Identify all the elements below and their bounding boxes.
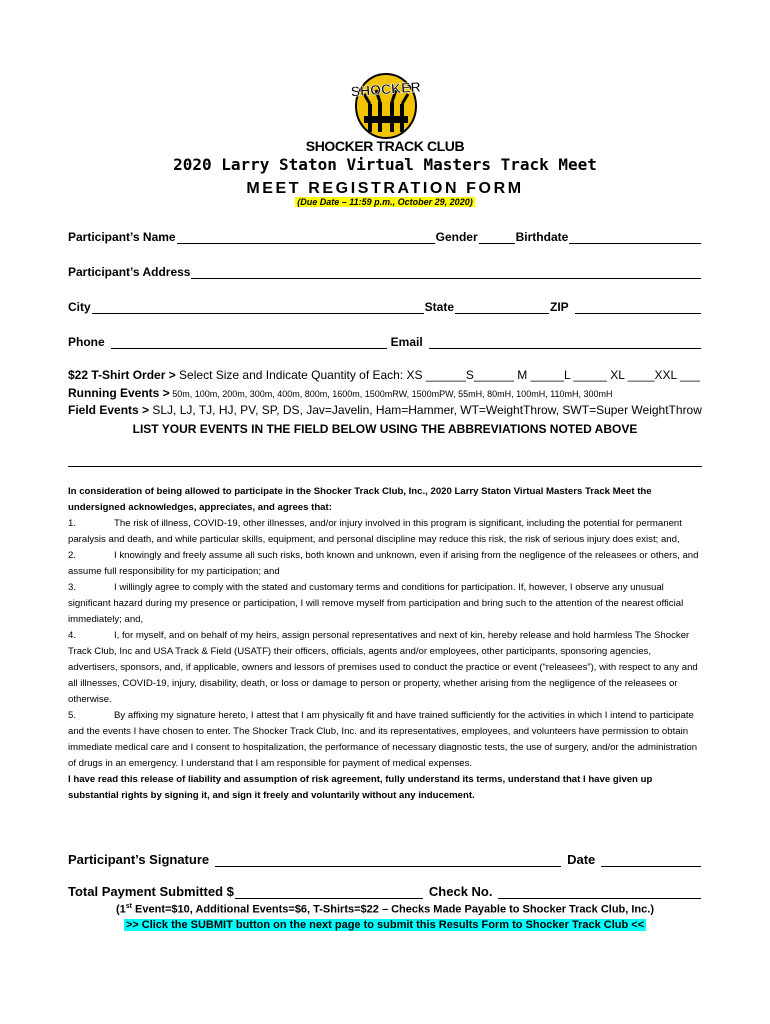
running-label: Running Events >: [68, 386, 170, 400]
name-row: [68, 228, 702, 244]
waiver-closing: I have read this release of liability and assumption of risk agreement, fully understand its terms, understand that I have given up substantial rights by signing it, and sign it freely and voluntarily without any inducement.: [68, 774, 653, 801]
check-label: Check No.: [428, 884, 493, 899]
state-field[interactable]: [455, 301, 549, 314]
tshirt-order: [68, 368, 700, 382]
signature-label: Participant’s Signature: [68, 852, 210, 867]
waiver-item: 1. The risk of illness, COVID-19, other illnesses, and/or injury involved in this program is significant, including the potential for permanent paralysis and death, and while particular skills, equipment, and personal discipline may reduce this risk, the risk of serious injury does exist; and,: [68, 518, 682, 545]
phone-label: Phone: [68, 335, 105, 349]
phone-row: [68, 333, 702, 349]
name-label: Participant’s Name: [68, 230, 176, 244]
email-field[interactable]: [429, 336, 701, 349]
payment-label: Total Payment Submitted $: [68, 884, 234, 899]
waiver-item: 3. I willingly agree to comply with the stated and customary terms and conditions for participation. If, however, I observe any unusual significant hazard during my presence or participation, I will remove myself from participation and bring such to the attention of the nearest official immediately; and,: [68, 582, 684, 625]
state-label: State: [424, 300, 455, 314]
meet-name: 2020 Larry Staton Virtual Masters Track Meet: [173, 155, 597, 174]
zip-field[interactable]: [575, 301, 701, 314]
submit-note: >> Click the SUBMIT button on the next page to submit this Results Form to Shocker Track Club <<: [125, 919, 645, 931]
date-field[interactable]: [601, 854, 701, 867]
events-field[interactable]: [68, 466, 702, 467]
waiver-text: [68, 484, 702, 804]
waiver-item: 2. I knowingly and freely assume all such risks, both known and unknown, even if arising from the negligence of the releasees or others, and assume full responsibility for my participation; and: [68, 550, 699, 577]
city-field[interactable]: [92, 301, 424, 314]
birthdate-field[interactable]: [569, 231, 701, 244]
running-text: 50m, 100m, 200m, 300m, 400m, 800m, 1600m, 1500mRW, 1500mPW, 55mH, 80mH, 100mH, 110mH, 300mH: [169, 389, 613, 399]
address-row: [68, 263, 702, 279]
email-label: Email: [390, 335, 423, 349]
tshirt-text: Select Size and Indicate Quantity of Each: XS ______S______ M _____L _____ XL ____XXL ___: [175, 368, 701, 382]
gender-label: Gender: [435, 230, 478, 244]
address-field[interactable]: [191, 266, 701, 279]
field-text: SLJ, LJ, TJ, HJ, PV, SP, DS, Jav=Javelin, Ham=Hammer, WT=WeightThrow, SWT=Super WeightThrow: [149, 403, 702, 417]
date-label: Date: [567, 852, 596, 867]
signature-row: [68, 849, 702, 867]
form-title: MEET REGISTRATION FORM: [246, 180, 524, 197]
waiver-item: 5. By affixing my signature hereto, I attest that I am physically fit and have trained sufficiently for the activities in which I intend to participate and the events I have chosen to enter. The Shocker Track Club, Inc. and its representatives, employees, and volunteers have permission to obtain immediate medical care and I consent to hospitalization, the performance of necessary diagnostic tests, the use of surgery, and/or the administration of drugs in an emergency. I understand that I am responsible for payment of medical expenses.: [68, 710, 698, 769]
city-row: [68, 298, 702, 314]
field-label: Field Events >: [68, 403, 150, 417]
address-label: Participant’s Address: [68, 265, 191, 279]
waiver-item: 4. I, for myself, and on behalf of my heirs, assign personal representatives and next of kin, hereby release and hold harmless The Shocker Track Club, Inc and USA Track & Field (USATF) their officers, officials, agents and/or employees, other participants, sponsoring agencies, advertisers, sponsors, and, if applicable, owners and lessors of premises used to conduct the practice or event (“releasees”), with respect to any and all illnesses, COVID-19, injury, disability, death, or loss or damage to person or property, whether arising from the negligence of the releasees or otherwise.: [68, 630, 698, 705]
payment-row: [68, 881, 702, 899]
city-label: City: [68, 300, 91, 314]
due-date: (Due Date – 11:59 p.m., October 29, 2020): [297, 197, 473, 207]
tshirt-label: $22 T-Shirt Order >: [68, 368, 176, 382]
field-events: [68, 403, 702, 417]
logo-wordmark: SHOCKER: [350, 78, 422, 100]
zip-label: ZIP: [550, 300, 569, 314]
birthdate-label: Birthdate: [515, 230, 569, 244]
phone-field[interactable]: [111, 336, 387, 349]
gender-field[interactable]: [479, 231, 515, 244]
check-field[interactable]: [498, 886, 701, 899]
running-events: [68, 386, 613, 400]
waiver-intro: In consideration of being allowed to participate in the Shocker Track Club, Inc., 2020 Larry Staton Virtual Masters Track Meet the undersigned acknowledges, appreciates, and agrees that:: [68, 486, 652, 513]
name-field[interactable]: [177, 231, 435, 244]
signature-field[interactable]: [215, 854, 561, 867]
list-instruction: LIST YOUR EVENTS IN THE FIELD BELOW USING THE ABBREVIATIONS NOTED ABOVE: [132, 422, 638, 436]
shocker-logo: [348, 68, 424, 140]
club-name: SHOCKER TRACK CLUB: [305, 138, 465, 154]
payment-field[interactable]: [235, 886, 423, 899]
fee-note: (1st Event=$10, Additional Events=$6, T-Shirts=$22 – Checks Made Payable to Shocker Track Club, Inc.): [115, 903, 654, 916]
